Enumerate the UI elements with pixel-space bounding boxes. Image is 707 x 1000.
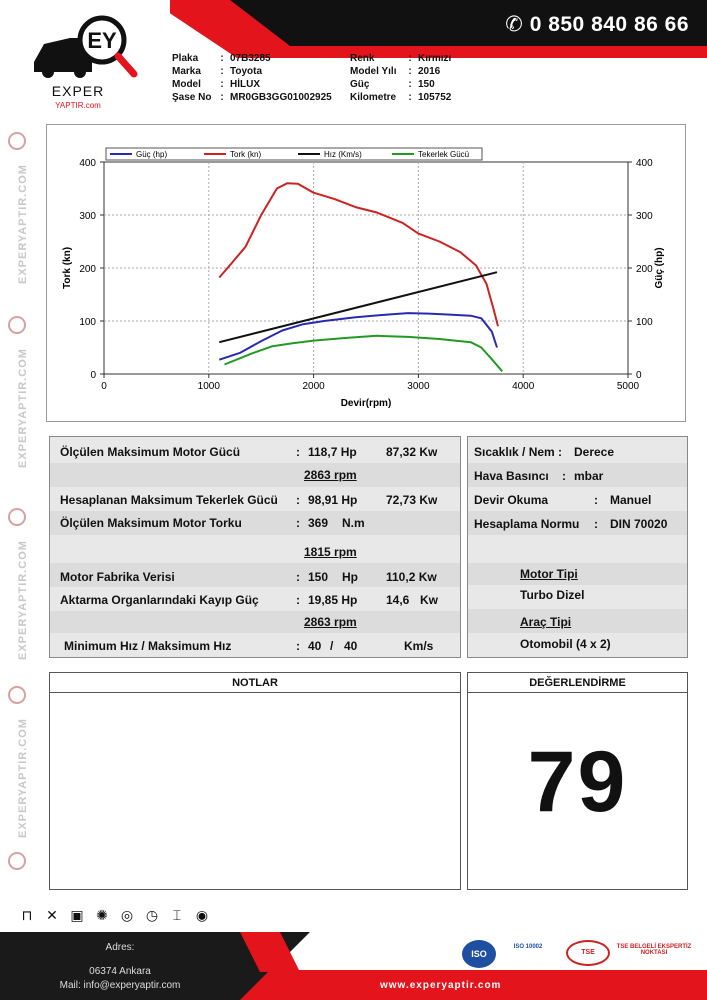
legend-label: Tekerlek Gücü: [418, 150, 470, 159]
legend-label: Tork (kn): [230, 150, 262, 159]
vehicle-info-row: [350, 65, 451, 78]
row-max-torque: Ölçülen Maksimum Motor Torku : 369 N.m: [50, 511, 460, 535]
side-watermark: [0, 120, 32, 900]
row-vehicle-type-value: Otomobil (4 x 2): [520, 637, 611, 651]
y-axis-label: Tork (kn): [62, 246, 73, 290]
vehicle-info-row: [172, 52, 332, 65]
vehicle-info-colon: :: [408, 79, 412, 90]
row-rev-reading: Devir Okuma : Manuel: [474, 493, 652, 507]
vehicle-info-right: [350, 52, 451, 104]
phone-number[interactable]: ✆ 0 850 840 86 66: [505, 13, 689, 36]
vehicle-info-row: [350, 91, 451, 104]
row-factory: Motor Fabrika Verisi : 150 Hp 110,2 Kw: [50, 563, 460, 587]
notes-title: NOTLAR: [50, 673, 460, 693]
vehicle-info-label: Model Yılı: [350, 66, 397, 77]
battery-icon: ▣: [70, 907, 84, 923]
phone-icon: ✆: [505, 13, 524, 36]
row-temperature: Sıcaklık / Nem : Derece: [474, 445, 615, 459]
x-tick-label: 1000: [197, 381, 220, 392]
row-max-torque-rpm: 1815 rpm: [304, 545, 357, 559]
row-loss: Aktarma Organlarındaki Kayıp Güç : 19,85 Hp 14,6 Kw: [60, 593, 438, 607]
tools-icon: ✕: [46, 907, 58, 923]
vehicle-info-label: Renk: [350, 53, 375, 64]
watermark-icon: [8, 316, 26, 334]
iso-cert-text: ISO 10002: [513, 944, 543, 950]
evaluation-score: 79: [527, 734, 628, 830]
evaluation-title: DEĞERLENDİRME: [468, 673, 687, 693]
address-value: 06374 Ankara: [89, 966, 151, 977]
vehicle-info-label: Kilometre: [350, 92, 397, 103]
vehicle-info-colon: :: [220, 79, 224, 90]
iso-logo: ISO: [462, 940, 496, 968]
watermark-icon: [8, 686, 26, 704]
y-tick-label: 300: [79, 211, 96, 222]
vehicle-info-value: 150: [418, 79, 435, 90]
x-tick-label: 3000: [407, 381, 430, 392]
x-tick-label: 5000: [616, 381, 640, 392]
series-line: [219, 183, 498, 326]
tse-cert-text: TSE BELGELİ EKSPERTİZ NOKTASI: [616, 944, 692, 956]
vehicle-info-colon: :: [220, 53, 224, 64]
watermark-icon: [8, 852, 26, 870]
evaluation-box: [467, 672, 688, 890]
watermark-text: EXPERYAPTIR.COM: [17, 540, 29, 660]
x-tick-label: 0: [101, 381, 107, 392]
car-search-icon: ◎: [120, 907, 134, 923]
vehicle-info-colon: :: [220, 92, 224, 103]
y-tick-label: 200: [79, 264, 96, 275]
svg-text:EXPER: EXPER: [51, 83, 105, 99]
vehicle-info-left: [172, 52, 332, 104]
vehicle-info-colon: :: [408, 92, 412, 103]
vehicle-info-colon: :: [408, 53, 412, 64]
row-max-power: Ölçülen Maksimum Motor Gücü : 118,7 Hp 87,32 Kw: [60, 445, 438, 459]
vehicle-info-label: Şase No: [172, 92, 212, 103]
vehicle-info-label: Plaka: [172, 53, 199, 64]
vehicle-info-row: [172, 78, 332, 91]
vehicle-info-value: 105752: [418, 92, 452, 103]
vehicle-info-label: Model: [172, 79, 201, 90]
logo: [30, 14, 140, 114]
row-wheel-power: Hesaplanan Maksimum Tekerlek Gücü : 98,91 Hp 72,73 Kw: [60, 493, 438, 507]
x-tick-label: 4000: [512, 381, 535, 392]
row-max-power-rpm: 2863 rpm: [50, 463, 460, 487]
dyno-chart: [46, 124, 686, 422]
y-tick-label: 0: [90, 370, 96, 381]
series-line: [225, 336, 503, 372]
row-pressure: Hava Basıncı : mbar: [468, 463, 687, 487]
service-icons: [18, 906, 211, 924]
vehicle-info-colon: :: [408, 66, 412, 77]
vehicle-info-row: [350, 52, 451, 65]
watermark-icon: [8, 508, 26, 526]
vehicle-info-value: 07B3285: [230, 53, 271, 64]
legend-label: Güç (hp): [136, 150, 168, 159]
watermark-icon: [8, 132, 26, 150]
y-tick-label-right: 200: [636, 264, 653, 275]
address-label: Adres:: [105, 942, 135, 953]
vehicle-info-value: MR0GB3GG01002925: [230, 92, 332, 103]
watermark-text: EXPERYAPTIR.COM: [17, 164, 29, 284]
watermark-text: EXPERYAPTIR.COM: [17, 718, 29, 838]
tse-logo: TSE: [566, 940, 610, 966]
row-vehicle-type-label: Araç Tipi: [468, 609, 687, 633]
conditions-table: [467, 436, 688, 658]
axle-icon: ⌶: [172, 907, 182, 923]
row-calc-norm: Hesaplama Normu : DIN 70020: [468, 511, 687, 535]
x-axis-label: Devir(rpm): [340, 398, 392, 409]
y-tick-label-right: 0: [636, 370, 642, 381]
vehicle-info-row: [350, 78, 451, 91]
vehicle-info-colon: :: [220, 66, 224, 77]
row-spacer: [468, 535, 687, 563]
row-engine-type-value: Turbo Dizel: [520, 588, 585, 602]
vehicle-info-value: 2016: [418, 66, 441, 77]
vehicle-info-row: [172, 65, 332, 78]
logo-graphic: [30, 14, 140, 114]
legend-label: Hız (Km/s): [324, 150, 362, 159]
y-tick-label-right: 100: [636, 317, 653, 328]
series-line: [219, 272, 497, 342]
gauge-icon: ◷: [145, 907, 159, 923]
vehicle-info-label: Marka: [172, 66, 201, 77]
row-loss-rpm: 2863 rpm: [50, 611, 460, 633]
row-speed: Minimum Hız / Maksimum Hız : 40 / 40 Km/s: [64, 639, 434, 653]
vehicle-info-row: [172, 91, 332, 104]
measurement-table: [49, 436, 461, 658]
website-link[interactable]: www.experyaptir.com: [380, 980, 502, 991]
y-tick-label-right: 400: [636, 158, 653, 169]
mail-link[interactable]: Mail: info@experyaptir.com: [59, 980, 181, 991]
vehicle-info-value: Toyota: [230, 66, 263, 77]
svg-text:EY: EY: [87, 28, 117, 53]
x-tick-label: 2000: [302, 381, 325, 392]
notes-box: [49, 672, 461, 890]
lift-icon: ⊓: [21, 907, 33, 923]
y-axis-label-right: Güç (hp): [654, 247, 665, 289]
row-engine-type-label: Motor Tipi: [468, 563, 687, 585]
vehicle-info-value: HİLUX: [230, 79, 260, 90]
vehicle-info-label: Güç: [350, 79, 370, 90]
svg-text:YAPTIR.com: YAPTIR.com: [55, 101, 101, 110]
vehicle-info-value: Kırmızı: [418, 53, 452, 64]
watermark-text: EXPERYAPTIR.COM: [17, 348, 29, 468]
wheel-icon: ✺: [96, 907, 108, 923]
y-tick-label: 100: [79, 317, 96, 328]
y-tick-label: 400: [79, 158, 96, 169]
y-tick-label-right: 300: [636, 211, 653, 222]
brake-disc-icon: ◉: [195, 907, 209, 923]
